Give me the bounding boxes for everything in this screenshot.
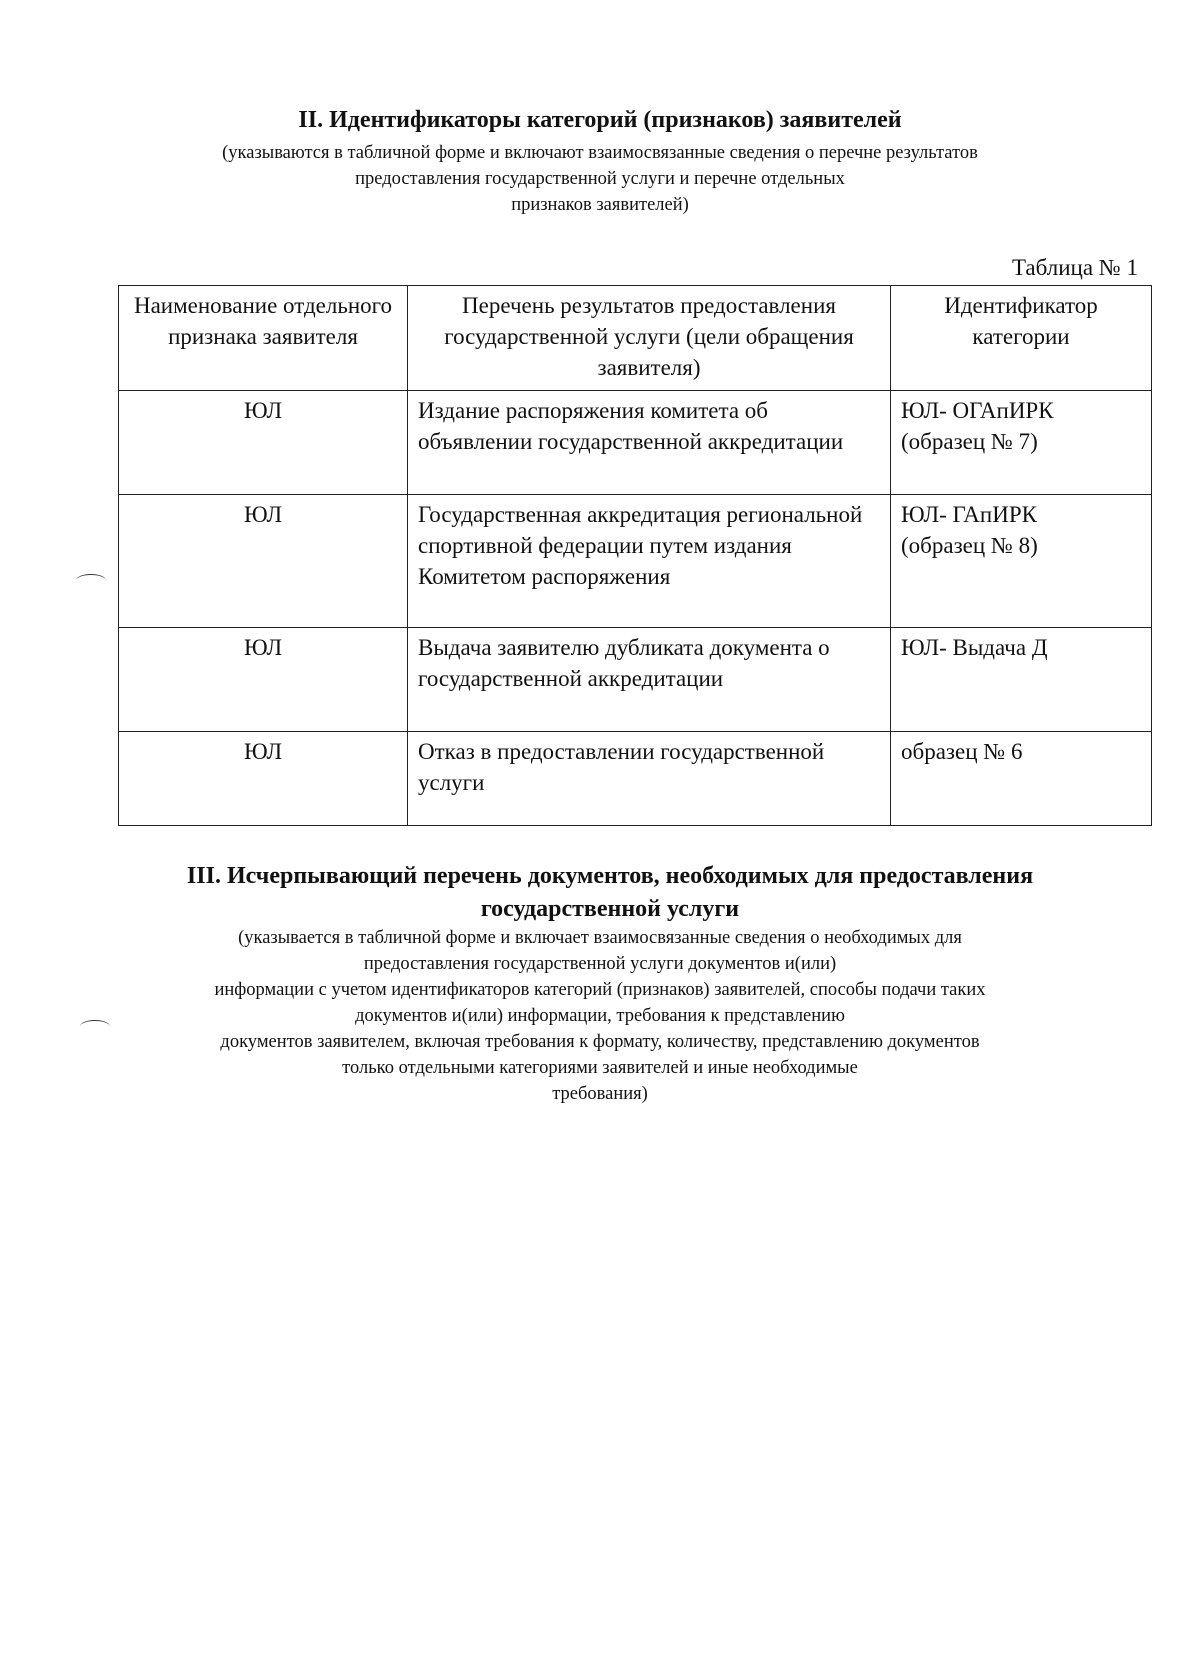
section-2-note-line: признаков заявителей): [511, 195, 689, 215]
table-row: [119, 628, 1152, 732]
cell-identifier: [891, 391, 1152, 495]
identifiers-table: [118, 285, 1152, 826]
cell-result: Отказ в предоставлении государственной услуги: [408, 732, 891, 826]
header-identifier: Идентификатор категории: [891, 286, 1152, 391]
section-2-note: [0, 140, 1200, 218]
table-caption: Таблица № 1: [1011, 255, 1138, 280]
section-3-note: [0, 925, 1200, 1107]
identifier-line: образец № 6: [901, 739, 1023, 764]
cell-identifier: [891, 732, 1152, 826]
section-3-note-line: только отдельными категориями заявителей и иные необходимые: [342, 1058, 858, 1078]
section-3-note-line: предоставления государственной услуги документов и(или): [363, 954, 837, 974]
cell-sign: ЮЛ: [119, 732, 408, 826]
section-2-title: II. Идентификаторы категорий (признаков) заявителей: [298, 107, 902, 133]
table-row: [119, 732, 1152, 826]
section-3-title-line: III. Исчерпывающий перечень документов, необходимых для предоставления: [186, 863, 1034, 889]
section-2-note-line: (указываются в табличной форме и включают взаимосвязанные сведения о перечне результатов: [222, 143, 978, 163]
section-2-note-line: предоставления государственной услуги и перечне отдельных: [355, 169, 845, 189]
cell-result: Государственная аккредитация региональной спортивной федерации путем издания Комитетом распоряжения: [408, 495, 891, 628]
cell-sign: ЮЛ: [119, 391, 408, 495]
table-row: [119, 495, 1152, 628]
section-3-note-line: документов заявителем, включая требования к формату, количеству, представлению документов: [220, 1032, 980, 1052]
table-row: [119, 391, 1152, 495]
section-3-note-line: документов и(или) информации, требования к представлению: [355, 1006, 845, 1026]
cell-result: Выдача заявителю дубликата документа о государственной аккредитации: [408, 628, 891, 732]
identifier-line: ЮЛ- Выдача Д: [901, 635, 1048, 660]
header-result: Перечень результатов предоставления государственной услуги (цели обращения заявителя): [408, 286, 891, 391]
identifier-line: (образец № 7): [901, 429, 1038, 454]
section-3-title-line: государственной услуги: [480, 896, 740, 922]
margin-mark: [80, 1020, 110, 1033]
table-header-row: [119, 286, 1152, 391]
identifier-line: (образец № 8): [901, 533, 1038, 558]
identifier-line: ЮЛ- ОГАпИРК: [901, 398, 1054, 423]
cell-identifier: [891, 628, 1152, 732]
header-sign: Наименование отдельного признака заявителя: [119, 286, 408, 391]
cell-sign: ЮЛ: [119, 628, 408, 732]
section-3-title: [0, 860, 1200, 926]
cell-sign: ЮЛ: [119, 495, 408, 628]
cell-identifier: [891, 495, 1152, 628]
cell-result: Издание распоряжения комитета об объявлении государственной аккредитации: [408, 391, 891, 495]
section-3-note-line: информации с учетом идентификаторов категорий (признаков) заявителей, способы подачи таких: [214, 980, 986, 1000]
identifier-line: ЮЛ- ГАпИРК: [901, 502, 1037, 527]
section-3-note-line: требования): [552, 1084, 648, 1104]
margin-mark: [76, 574, 106, 587]
section-3-note-line: (указывается в табличной форме и включает взаимосвязанные сведения о необходимых для: [238, 928, 962, 948]
